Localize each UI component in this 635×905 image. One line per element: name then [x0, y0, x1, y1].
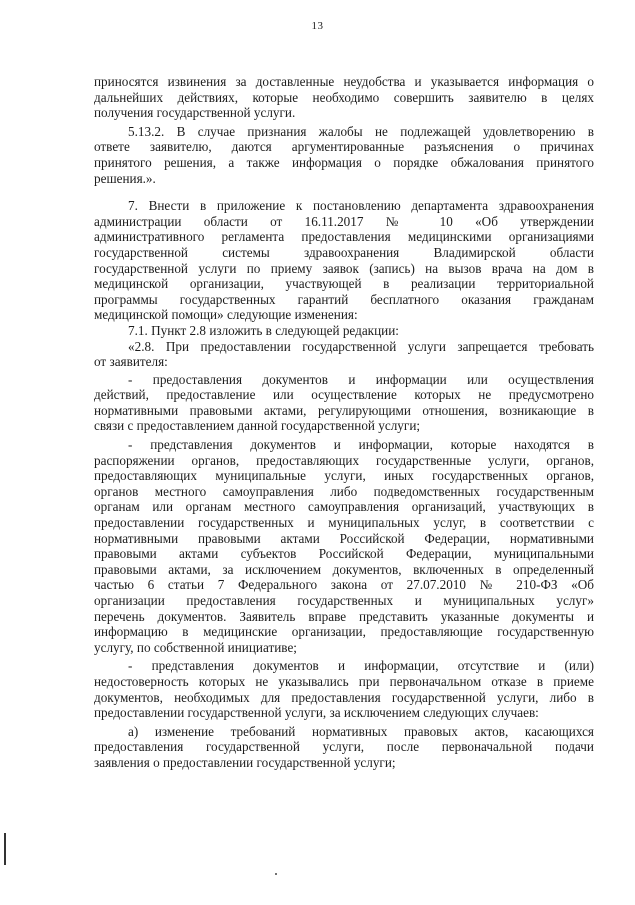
text-line: органов местного самоуправления либо подведомственных государственным	[94, 483, 594, 499]
text-line: недостоверность которых не указывались при первоначальном отказе в приеме	[94, 673, 594, 689]
text-line: 7.1. Пункт 2.8 изложить в следующей редакции:	[128, 322, 399, 338]
text-line: - представления документов и информации, отсутствие и (или)	[128, 658, 594, 674]
paragraph-p8	[94, 658, 594, 720]
text-line: приносятся извинения за доставленные неудобства и указывается информация о	[94, 74, 594, 89]
paragraph-p2	[94, 124, 594, 186]
text-line: связи с предоставлением данной государственной услуги;	[94, 418, 421, 434]
paragraph-p7	[94, 437, 594, 655]
text-line: государственной системы здравоохранения Владимирской области	[94, 244, 594, 260]
text-line: органам или органам местного самоуправления организаций, участвующих в	[94, 499, 594, 515]
scan-margin-mark	[4, 833, 6, 865]
text-line: администрации области от 16.11.2017 № 10 «Об утверждении	[94, 213, 594, 229]
text-line: дальнейших действиях, которые необходимо совершить заявителю в целях	[94, 89, 594, 105]
text-line: услугу, по собственной инициативе;	[94, 639, 297, 655]
text-line: действий, предоставление или осуществление которых не предусмотрено	[94, 387, 594, 403]
text-line: 5.13.2. В случае признания жалобы не подлежащей удовлетворению в	[128, 123, 594, 139]
paragraph-gap	[94, 186, 594, 198]
text-line: решения.».	[94, 170, 156, 186]
text-line: медицинской организации, участвующей в реализации территориальной	[94, 276, 594, 292]
text-line: получения государственной услуги.	[94, 105, 296, 121]
text-line: перечень документов. Заявитель вправе представить указанные документы и	[94, 608, 594, 624]
text-line: предоставляющих муниципальные услуги, иных государственных органов,	[94, 468, 594, 484]
text-line: предоставлении государственных и муниципальных услуг, в соответствии с	[94, 515, 594, 531]
text-line: частью 6 статьи 7 Федерального закона от 27.07.2010 № 210-ФЗ «Об	[94, 577, 594, 593]
text-line: «2.8. При предоставлении государственной услуги запрещается требовать	[128, 338, 594, 354]
paragraph-p5	[94, 339, 594, 370]
text-line: организации предоставления государственных и муниципальных услуг»	[94, 593, 594, 608]
paragraph-p4	[94, 323, 594, 339]
paragraph-p3	[94, 198, 594, 323]
text-line: 7. Внести в приложение к постановлению департамента здравоохранения	[128, 198, 594, 214]
text-line: а) изменение требований нормативных правовых актов, касающихся	[128, 723, 594, 739]
text-line: программы государственных гарантий бесплатного оказания гражданам	[94, 291, 594, 307]
text-line: принятого решения, а также информация о порядке обжалования принятого	[94, 154, 594, 170]
text-line: ответе заявителю, даются аргументированные разъяснения о причинах	[94, 139, 594, 155]
text-line: правовыми актами субъектов Российской Федерации, муниципальными	[94, 546, 594, 562]
text-line: документов, необходимых для предоставления государственной услуги, либо в	[94, 689, 594, 705]
page-number: 13	[311, 20, 324, 32]
paragraph-p9	[94, 724, 594, 771]
paragraph-p6	[94, 372, 594, 434]
text-line: предоставлении государственной услуги, за исключением следующих случаев:	[94, 705, 539, 721]
text-line: государственной услуги по приему заявок (запись) на вызов врача на дом в	[94, 260, 594, 276]
text-line: информацию в медицинские организации, предоставляющие государственную	[94, 624, 594, 640]
text-line: распоряжении органов, предоставляющих государственные услуги, органов,	[94, 452, 594, 468]
document-body	[94, 74, 594, 771]
text-line: административного регламента предоставления медицинскими организациями	[94, 229, 594, 245]
text-line: - предоставления документов и информации или осуществления	[128, 371, 594, 387]
text-line: медицинской помощи» следующие изменения:	[94, 307, 358, 323]
paragraph-p1	[94, 74, 594, 121]
text-line: предоставления государственной услуги, после первоначальной подачи	[94, 739, 594, 755]
text-line: заявления о предоставлении государственной услуги;	[94, 754, 396, 770]
text-line: нормативными правовыми актами, регулирующими отношения, возникающие в	[94, 402, 594, 418]
scan-speck	[275, 873, 277, 875]
text-line: - представления документов и информации, которые находятся в	[128, 437, 594, 453]
text-line: от заявителя:	[94, 354, 168, 370]
text-line: нормативными правовыми актами Российской Федерации, нормативными	[94, 530, 594, 546]
text-line: правовыми актами, за исключением документов, включенных в определенный	[94, 561, 594, 577]
